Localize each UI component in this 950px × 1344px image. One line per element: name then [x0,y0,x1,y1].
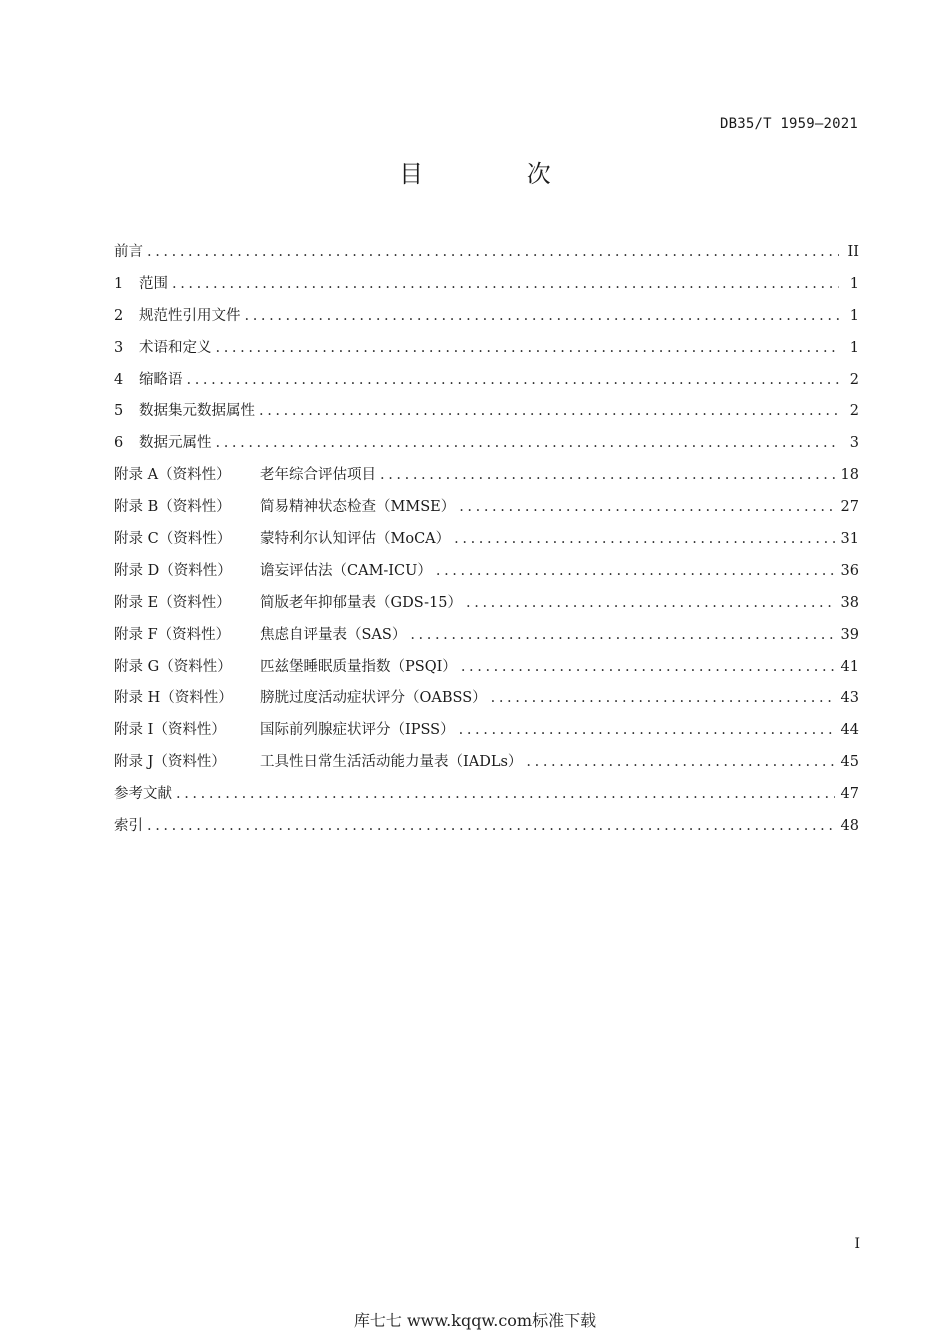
toc-entry-page: II [847,244,859,260]
toc-entry-label: 前言 [114,244,143,260]
toc-entry-appendix-prefix: 附录 F（资料性） [114,626,231,643]
toc-leader-dots [459,722,835,738]
toc-entry[interactable] [114,336,859,368]
toc-entry-label: 范围 [139,275,168,292]
toc-entry-number: 2 [114,307,124,324]
toc-entry-page: 44 [840,722,859,739]
toc-entry[interactable] [114,814,859,846]
table-of-contents [114,240,859,846]
toc-entry-appendix-prefix: 附录 J（资料性） [114,754,226,771]
toc-entry-number: 5 [114,403,124,420]
toc-entry-label: 匹兹堡睡眠质量指数（PSQI） [260,658,457,675]
toc-entry-label: 索引 [114,818,143,835]
toc-entry-appendix-prefix: 附录 E（资料性） [114,594,231,611]
page-number: I [854,1236,860,1252]
toc-entry-label: 蒙特利尔认知评估（MoCA） [260,531,451,548]
toc-entry-page: 31 [840,531,859,548]
page-title: 目 次 [399,160,599,188]
toc-entry-label: 规范性引用文件 [139,307,241,324]
toc-leader-dots [466,595,835,611]
toc-entry-label: 缩略语 [139,371,183,388]
toc-leader-dots [172,276,839,292]
toc-entry-page: 47 [840,786,859,803]
toc-leader-dots [459,499,834,515]
toc-leader-dots [526,754,834,770]
toc-entry-page: 1 [849,339,859,356]
toc-entry-label: 参考文献 [114,786,172,803]
toc-leader-dots [491,690,835,706]
toc-leader-dots [147,818,835,834]
toc-entry-appendix-prefix: 附录 G（资料性） [114,658,232,675]
toc-leader-dots [259,403,839,419]
toc-leader-dots [216,340,840,356]
toc-entry-page: 45 [840,754,859,771]
toc-entry-page: 38 [840,594,859,611]
toc-entry[interactable] [114,495,859,527]
toc-entry-appendix-prefix: 附录 I（资料性） [114,722,226,739]
toc-entry-label: 简版老年抑郁量表（GDS-15） [260,594,463,611]
toc-entry[interactable] [114,782,859,814]
toc-entry[interactable] [114,750,859,782]
toc-entry-label: 谵妄评估法（CAM-ICU） [260,562,432,579]
toc-leader-dots [410,627,834,643]
toc-entry-number: 4 [114,371,124,388]
footer-watermark: 库七七 www.kqqw.com标准下载 [353,1311,597,1330]
toc-entry-label: 数据元属性 [139,435,212,452]
toc-entry-page: 39 [840,626,859,643]
toc-entry[interactable] [114,527,859,559]
toc-entry[interactable] [114,686,859,718]
toc-entry-page: 27 [840,499,859,516]
toc-entry[interactable] [114,431,859,463]
toc-entry-page: 2 [849,403,859,420]
toc-entry[interactable] [114,304,859,336]
toc-entry-page: 36 [840,562,859,579]
toc-entry-label: 简易精神状态检查（MMSE） [260,499,456,516]
toc-entry[interactable] [114,591,859,623]
toc-entry-number: 6 [114,435,124,452]
toc-entry-page: 1 [849,307,859,324]
toc-entry-label: 工具性日常生活活动能力量表（IADLs） [260,754,523,771]
toc-leader-dots [380,467,835,483]
toc-leader-dots [436,563,835,579]
toc-entry-appendix-prefix: 附录 H（资料性） [114,690,233,707]
toc-entry[interactable] [114,718,859,750]
document-code: DB35/T 1959—2021 [719,116,858,132]
toc-entry-appendix-prefix: 附录 C（资料性） [114,531,232,548]
toc-entry[interactable] [114,368,859,400]
toc-entry[interactable] [114,559,859,591]
toc-entry-page: 18 [840,467,859,484]
toc-entry-appendix-prefix: 附录 D（资料性） [114,562,232,579]
toc-entry-page: 43 [840,690,859,707]
toc-entry-page: 41 [840,658,859,675]
toc-leader-dots [245,308,840,324]
toc-leader-dots [454,531,834,547]
toc-leader-dots [187,372,840,388]
toc-entry-page: 3 [849,435,859,452]
toc-entry[interactable] [114,623,859,655]
toc-entry-label: 膀胱过度活动症状评分（OABSS） [260,690,487,707]
toc-entry-appendix-prefix: 附录 A（资料性） [114,467,231,484]
toc-entry[interactable] [114,463,859,495]
toc-leader-dots [461,659,835,675]
toc-leader-dots [176,786,835,802]
toc-entry-label: 国际前列腺症状评分（IPSS） [260,722,455,739]
toc-entry[interactable] [114,655,859,687]
toc-leader-dots [216,435,840,451]
toc-entry-label: 老年综合评估项目 [260,467,376,484]
toc-entry-page: 1 [849,275,859,292]
toc-leader-dots [147,244,839,260]
toc-entry-number: 3 [114,339,124,356]
toc-entry-label: 数据集元数据属性 [139,403,255,420]
toc-entry-number: 1 [114,275,124,292]
toc-entry-page: 48 [840,818,859,835]
toc-entry-label: 焦虑自评量表（SAS） [260,626,407,643]
toc-entry-page: 2 [849,371,859,388]
toc-entry[interactable] [114,272,859,304]
toc-entry-appendix-prefix: 附录 B（资料性） [114,499,231,516]
toc-entry-label: 术语和定义 [139,339,212,356]
toc-entry[interactable] [114,240,859,272]
toc-entry[interactable] [114,399,859,431]
